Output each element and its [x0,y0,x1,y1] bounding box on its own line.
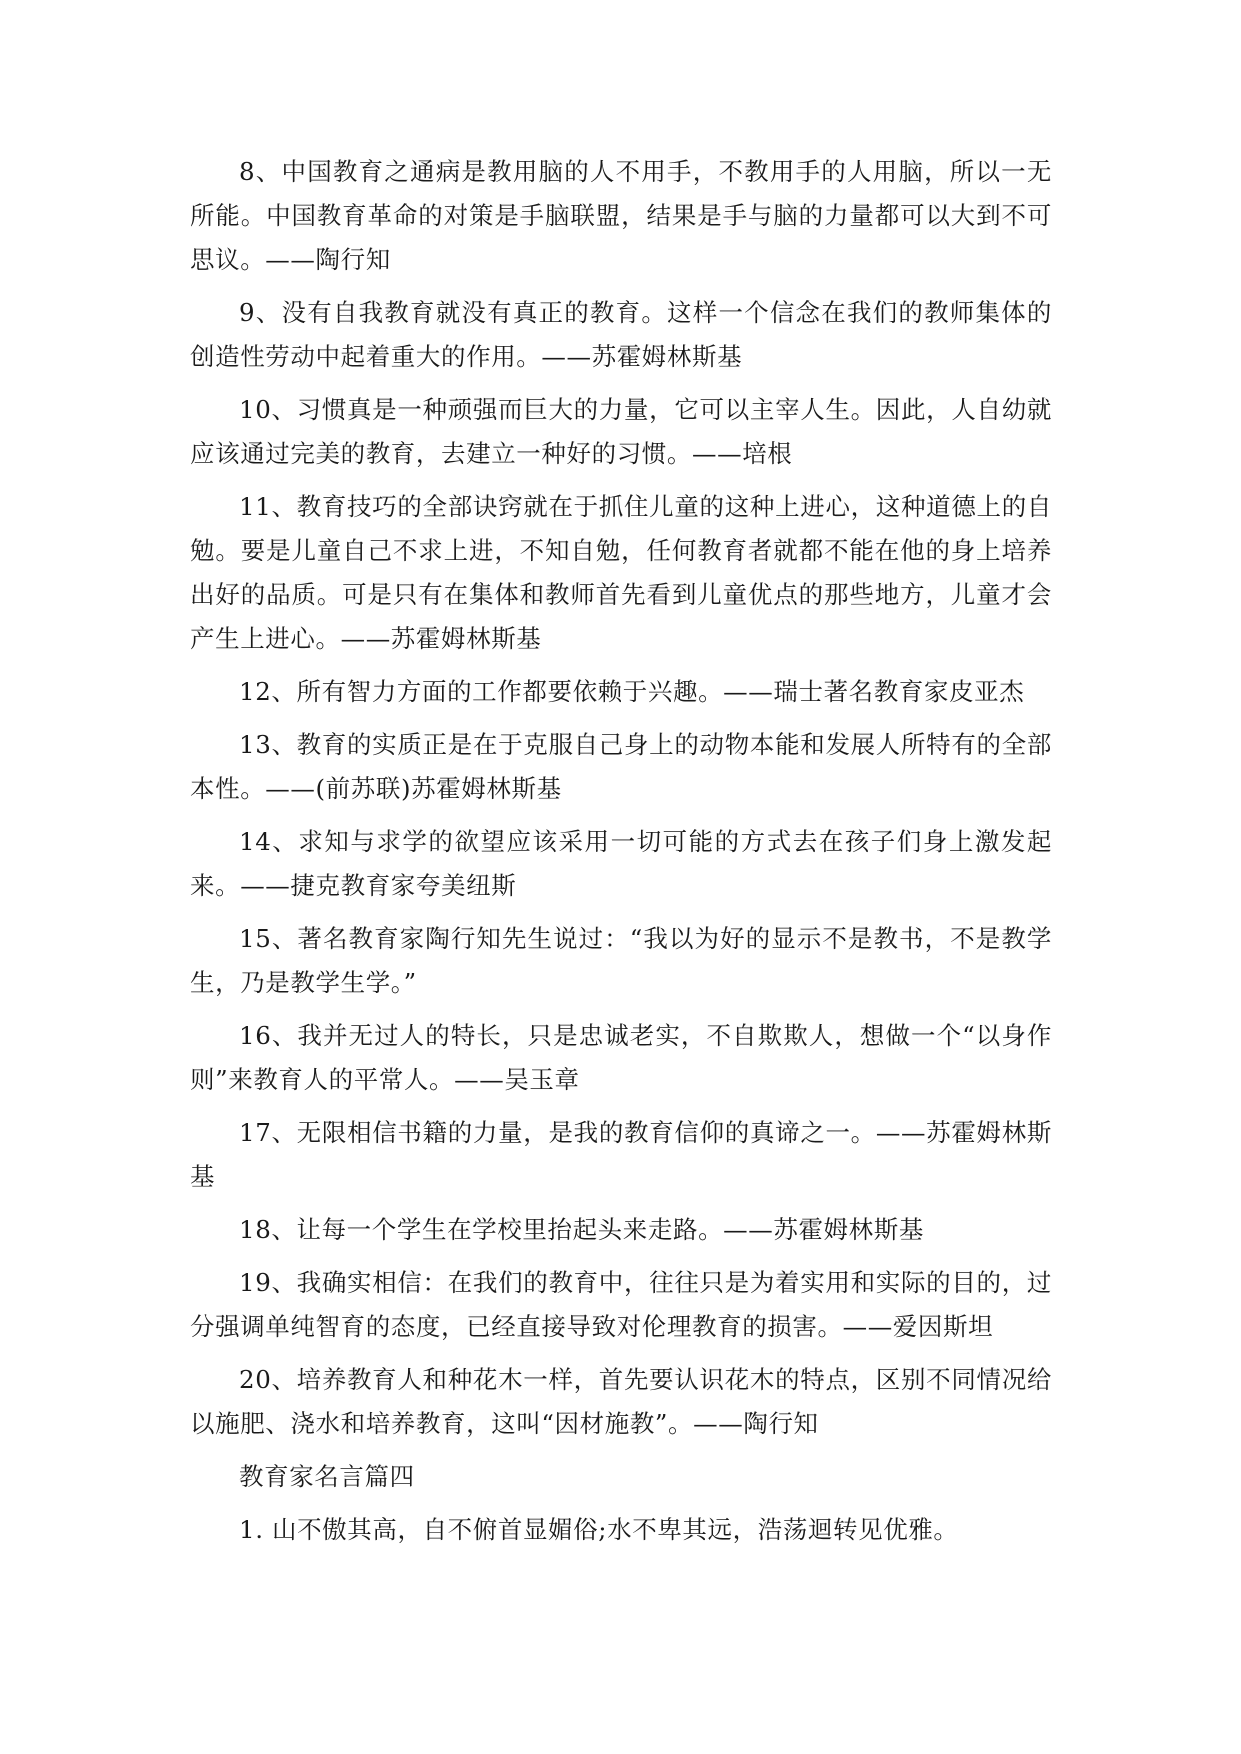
quote-paragraph-17: 17、无限相信书籍的力量，是我的教育信仰的真谛之一。——苏霍姆林斯基 [190,1118,1052,1191]
section-heading: 教育家名言篇四 [239,1462,415,1491]
quote-paragraph-10: 10、习惯真是一种顽强而巨大的力量，它可以主宰人生。因此，人自幼就应该通过完美的教育，去建立一种好的习惯。——培根 [190,395,1052,468]
quote-paragraph-20: 20、培养教育人和种花木一样，首先要认识花木的特点，区别不同情况给以施肥、浇水和培养教育，这叫“因材施教”。——陶行知 [190,1365,1052,1438]
quote-paragraph-16: 16、我并无过人的特长，只是忠诚老实，不自欺欺人，想做一个“以身作则”来教育人的平常人。——吴玉章 [190,1021,1052,1094]
quote-paragraph-18: 18、让每一个学生在学校里抬起头来走路。——苏霍姆林斯基 [239,1215,924,1244]
quote-paragraph-9: 9、没有自我教育就没有真正的教育。这样一个信念在我们的教师集体的创造性劳动中起着重大的作用。——苏霍姆林斯基 [190,298,1052,371]
quote-paragraph-8: 8、中国教育之通病是教用脑的人不用手，不教用手的人用脑，所以一无所能。中国教育革命的对策是手脑联盟，结果是手与脑的力量都可以大到不可思议。——陶行知 [190,157,1052,274]
quote-paragraph-13: 13、教育的实质正是在于克服自己身上的动物本能和发展人所特有的全部本性。——(前苏联)苏霍姆林斯基 [190,730,1052,803]
section-quote-1: 1. 山不傲其高，自不俯首显媚俗;水不卑其远，浩荡迴转见优雅。 [239,1515,959,1544]
quote-paragraph-14: 14、求知与求学的欲望应该采用一切可能的方式去在孩子们身上激发起来。——捷克教育家夸美纽斯 [190,827,1052,900]
quote-paragraph-19: 19、我确实相信：在我们的教育中，往往只是为着实用和实际的目的，过分强调单纯智育的态度，已经直接导致对伦理教育的损害。——爱因斯坦 [190,1268,1052,1341]
quote-paragraph-11: 11、教育技巧的全部诀窍就在于抓住儿童的这种上进心，这种道德上的自勉。要是儿童自己不求上进，不知自勉，任何教育者就都不能在他的身上培养出好的品质。可是只有在集体和教师首先看到儿童优点的那些地方，儿童才会产生上进心。——苏霍姆林斯基 [190,492,1052,653]
document-page [190,150,1052,1561]
quote-paragraph-12: 12、所有智力方面的工作都要依赖于兴趣。——瑞士著名教育家皮亚杰 [239,677,1025,706]
quote-paragraph-15: 15、著名教育家陶行知先生说过：“我以为好的显示不是教书，不是教学生，乃是教学生学。” [190,924,1052,997]
